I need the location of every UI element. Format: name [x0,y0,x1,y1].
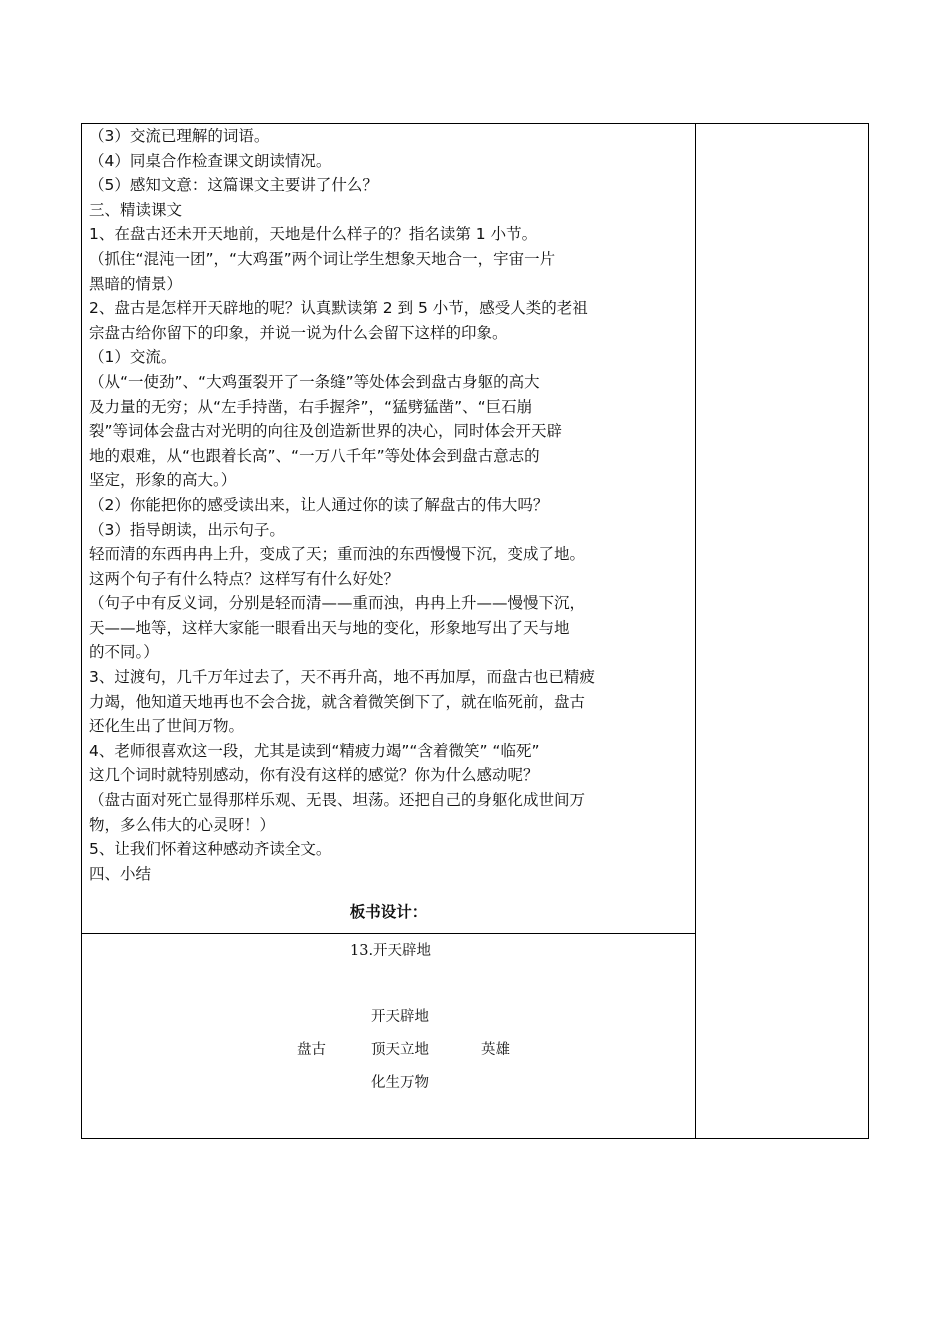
lesson-line: 裂”等词体会盘古对光明的向往及创造新世界的决心，同时体会开天辟 [89,422,563,441]
lesson-line: 3、过渡句，几千万年过去了，天不再升高，地不再加厚，而盘古也已精疲 [89,668,595,687]
lesson-line: 2、盘古是怎样开天辟地的呢？认真默读第 2 到 5 小节，感受人类的老祖 [89,299,588,318]
lesson-line: 这两个句子有什么特点？这样写有什么好处？ [89,569,400,588]
lesson-line: 宗盘古给你留下的印象，并说一说为什么会留下这样的印象。 [89,323,508,342]
lesson-line: 的不同。） [89,643,159,662]
board-middle: 顶天立地 [371,1042,429,1058]
board-design-heading: 板书设计： [349,903,428,921]
lesson-table [81,123,869,1139]
lesson-content [89,124,689,886]
lesson-line: （4）同桌合作检查课文朗读情况。 [89,151,332,170]
lesson-line: （2）你能把你的感受读出来，让人通过你的读了解盘古的伟大吗？ [89,495,549,514]
lesson-line: 这几个词时就特别感动，你有没有这样的感觉？你为什么感动呢？ [89,766,539,785]
board-bottom: 化生万物 [371,1075,429,1091]
board-right: 英雄 [481,1042,510,1058]
lesson-line: （3）交流已理解的词语。 [89,127,270,145]
lesson-line: （从“一使劲”、“大鸡蛋裂开了一条缝”等处体会到盘古身躯的高大 [89,372,540,391]
lesson-line: 5、让我们怀着这种感动齐读全文。 [89,840,332,859]
lesson-line: 三、精读课文 [89,200,183,219]
lesson-line: 坚定，形象的高大。） [89,471,237,490]
lesson-line: （5）感知文意：这篇课文主要讲了什么？ [89,176,378,195]
row-divider [82,933,695,934]
board-top: 开天辟地 [371,1009,429,1025]
lesson-line: 力竭，他知道天地再也不会合拢，就含着微笑倒下了，就在临死前，盘古 [89,692,586,711]
lesson-line: 及力量的无穷；从“左手持凿，右手握斧”，“猛劈猛凿”、“巨石崩 [89,397,533,416]
lesson-line: （抓住“混沌一团”，“大鸡蛋”两个词让学生想象天地合一，宇宙一片 [89,249,556,268]
lesson-line: （句子中有反义词，分别是轻而清——重而浊，冉冉上升——慢慢下沉， [89,594,586,613]
lesson-line: 地的艰难，从“也跟着长高”、“一万八千年”等处体会到盘古意志的 [89,446,540,465]
lesson-line: （3）指导朗读，出示句子。 [89,520,285,539]
board-title: 13.开天辟地 [350,943,432,959]
lesson-line: （1）交流。 [89,348,177,367]
lesson-line: 物，多么伟大的心灵呀！） [89,815,276,834]
lesson-line: 四、小结 [89,864,152,883]
column-divider [695,124,696,1138]
lesson-line: 天——地等，这样大家能一眼看出天与地的变化，形象地写出了天与地 [89,618,570,637]
lesson-line: 4、老师很喜欢这一段，尤其是读到“精疲力竭”“含着微笑” “临死” [89,741,540,760]
lesson-line: 还化生出了世间万物。 [89,717,245,736]
board-left: 盘古 [297,1042,326,1058]
lesson-line: 轻而清的东西冉冉上升，变成了天；重而浊的东西慢慢下沉，变成了地。 [89,545,586,564]
lesson-line: 1、在盘古还未开天地前，天地是什么样子的？指名读第 1 小节。 [89,225,538,244]
lesson-line: 黑暗的情景） [89,274,183,293]
lesson-line: （盘古面对死亡显得那样乐观、无畏、坦荡。还把自己的身躯化成世间万 [89,791,586,810]
